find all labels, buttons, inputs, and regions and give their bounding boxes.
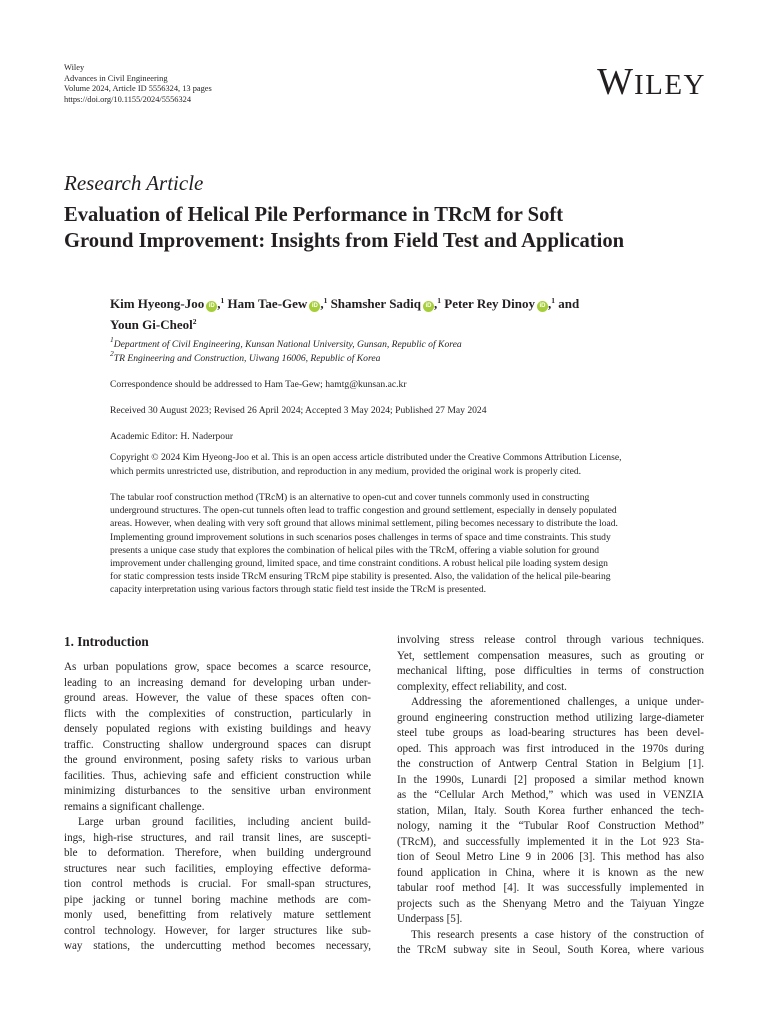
copyright-notice — [110, 451, 710, 478]
body-text-line: nology, naming it the “Tubular Roof Construction Method” — [397, 820, 704, 832]
doi-link[interactable]: https://doi.org/10.1155/2024/5556324 — [64, 94, 192, 104]
abstract-line: capacity interpretation using various factors through static field test inside the TRcM is presented. — [110, 584, 487, 596]
body-column-left — [64, 660, 371, 955]
body-text-line: involving stress release control through various techniques. — [397, 634, 704, 646]
author-separator: , — [547, 296, 552, 311]
body-text-line: ground engineering construction method utilizing large-diameter — [397, 711, 704, 724]
copyright-line: Copyright © 2024 Kim Hyeong-Joo et al. This is an open access article distributed under the Creative Commons Attribution License, — [110, 452, 622, 463]
body-text-line: (TRcM), and successfully implemented it in the Lot 923 Sta- — [397, 835, 704, 848]
body-text-line: control technology. However, for larger structures like sub- — [64, 924, 371, 937]
body-text-line: station, Milan, Italy. South Korea further enhanced the tech- — [397, 804, 704, 817]
abstract-line: areas. However, when dealing with very soft ground that allows minimal settlement, piling becomes necessary to distribute the load. — [110, 518, 618, 530]
affiliation-text: TR Engineering and Construction, Uiwang 16006, Republic of Korea — [113, 352, 381, 364]
body-text-line: remains a significant challenge. — [64, 800, 205, 813]
volume-info: Volume 2024, Article ID 5556324, 13 pages — [64, 84, 212, 94]
body-text-line: tabular roof method [4]. It was successfully implemented in — [397, 882, 704, 894]
body-text-line: flicts with the complexities of construction, particularly in — [64, 707, 371, 720]
body-text-line: Yet, settlement compensation measures, such as grouting or — [397, 649, 704, 662]
abstract-line: improvement under challenging ground, limited space, and time constraint conditions. A robust helical pile loading system design — [110, 558, 608, 570]
body-text-line: ings, high-rise structures, and rail transit lines, are suscepti- — [64, 831, 371, 844]
correspondence: Correspondence should be addressed to Ham Tae-Gew; hamtg@kunsan.ac.kr — [110, 379, 407, 390]
abstract-line: presents a unique case study that explores the combination of helical piles with the TRcM, offering a viable solution for ground — [110, 544, 600, 556]
body-text-line: tion control methods is crucial. For small-span structures, — [64, 878, 371, 890]
article-dates: Received 30 August 2023; Revised 26 April 2024; Accepted 3 May 2024; Published 27 May 2024 — [110, 405, 487, 416]
academic-editor: Academic Editor: H. Naderpour — [110, 431, 234, 442]
title-line: Ground Improvement: Insights from Field Test and Application — [64, 229, 625, 252]
body-text-line: pipe jacking or tunnel boring machine methods are com- — [64, 893, 371, 906]
author-and: and — [558, 296, 580, 311]
body-text-line: mechanical lifting, pose difficulties in terms of construction — [397, 665, 704, 677]
orcid-icon[interactable]: iD — [309, 301, 320, 312]
article-title — [64, 203, 724, 254]
author-separator: , — [217, 296, 221, 311]
author-separator: , — [320, 296, 324, 311]
affiliation-marker: 1 — [220, 296, 225, 305]
author-name: Kim Hyeong-Joo — [110, 296, 205, 311]
wiley-logo — [597, 62, 706, 105]
body-text-line: Addressing the aforementioned challenges, a unique under- — [411, 696, 704, 708]
article-type: Research Article — [64, 171, 204, 195]
body-text-line: Underpass [5]. — [397, 913, 463, 925]
author-name: Ham Tae-Gew — [227, 296, 308, 311]
title-line: Evaluation of Helical Pile Performance in TRcM for Soft — [64, 204, 564, 226]
abstract-line: underground structures. The open-cut tunnels often lead to traffic congestion and ground settlement, especially in densely populated — [110, 505, 617, 517]
author-separator: , — [434, 296, 438, 311]
affiliation-text: Department of Civil Engineering, Kunsan National University, Gunsan, Republic of Korea — [113, 339, 462, 350]
abstract-line: for static compression tests inside TRcM ensuring TRcM pipe stability is presented. Also, the validation of the helical pile-bearing — [110, 571, 611, 583]
abstract-line: Implementing ground improvement solutions in such scenarios poses challenges in terms of space and time constraints. This study — [110, 531, 611, 543]
body-text-line: This research presents a case history of the construction of — [411, 928, 704, 941]
section-heading-introduction: 1. Introduction — [64, 634, 149, 649]
affiliation-item — [110, 335, 462, 352]
body-text-line: tion of Seoul Metro Line 9 in 2006 [3]. This method has also — [397, 851, 704, 863]
author-list — [110, 293, 730, 335]
body-text-line: leading to an increasing demand for developing urban under- — [64, 676, 371, 689]
body-text-line: steel tube groups as load-bearing structures has been devel- — [397, 727, 704, 739]
orcid-icon[interactable]: iD — [423, 301, 434, 312]
body-column-right — [397, 633, 704, 959]
body-text-line: ble to deformation. Therefore, when building underground — [64, 847, 371, 859]
publisher-name: Wiley — [64, 63, 85, 72]
logo-rest: ILEY — [633, 69, 706, 101]
author-name: Peter Rey Dinoy — [444, 296, 535, 311]
journal-name: Advances in Civil Engineering — [64, 73, 168, 83]
body-text-line: oped. This approach was first introduced in the 1970s during — [397, 742, 704, 755]
body-text-line: structures near such facilities, employing effective deforma- — [64, 862, 371, 875]
body-text-line: facilities. Thus, achieving safe and efficient construction while — [64, 769, 371, 782]
body-text-line: ground areas. However, the value of these spaces often con- — [64, 692, 371, 704]
body-text-line: found application in China, where it is known as the new — [397, 866, 704, 879]
affiliation-item — [110, 348, 462, 366]
body-text-line: minimizing disturbances to the sensitive urban environment — [64, 785, 371, 797]
affiliation-marker: 1 — [323, 296, 328, 305]
body-text-line: In the 1990s, Lunardi [2] proposed a similar method known — [397, 773, 704, 786]
body-text-line: monly used, benefitting from relatively mature settlement — [64, 909, 371, 921]
abstract — [110, 491, 710, 597]
orcid-icon[interactable]: iD — [206, 301, 217, 312]
affiliation-marker: 1 — [437, 296, 441, 305]
copyright-line: which permits unrestricted use, distribution, and reproduction in any medium, provided the original work is properly cited. — [110, 465, 582, 477]
affiliation-number: 1 — [110, 335, 114, 344]
journal-meta — [64, 63, 212, 105]
affiliation-marker: 2 — [192, 317, 197, 326]
orcid-icon[interactable]: iD — [537, 301, 548, 312]
logo-first-letter: W — [597, 61, 634, 103]
body-text-line: traffic. Constructing shallow underground spaces can disrupt — [64, 738, 371, 751]
body-text-line: as the “Cellular Arch Method,” which was used in VENZIA — [397, 789, 704, 801]
author-name: Youn Gi-Cheol — [110, 317, 193, 332]
affiliation-marker: 1 — [551, 296, 555, 305]
body-text-line: complexity, effect reliability, and cost. — [397, 680, 567, 693]
abstract-line: The tabular roof construction method (TRcM) is an alternative to open-cut and cover tunnels commonly used in constructing — [110, 492, 590, 503]
body-text-line: As urban populations grow, space becomes a scarce resource, — [64, 661, 371, 673]
body-text-line: the construction of Antwerp Central Station in Belgium [1]. — [397, 758, 704, 770]
body-text-line: Large urban ground facilities, including ancient build- — [78, 816, 371, 828]
body-text-line: the ground environment, posing safety risks to various urban — [64, 754, 371, 766]
affiliations — [110, 335, 462, 365]
author-name: Shamsher Sadiq — [330, 296, 421, 311]
body-text-line: projects such as the Shenyang Metro and the Taiyuan Yingze — [397, 897, 704, 910]
affiliation-number: 2 — [110, 348, 114, 358]
body-text-line: way stations, the undercutting method becomes necessary, — [64, 940, 371, 952]
body-text-line: the TRcM subway site in Seoul, South Korea, where various — [397, 944, 704, 956]
body-text-line: densely populated regions with existing buildings and heavy — [64, 723, 371, 735]
